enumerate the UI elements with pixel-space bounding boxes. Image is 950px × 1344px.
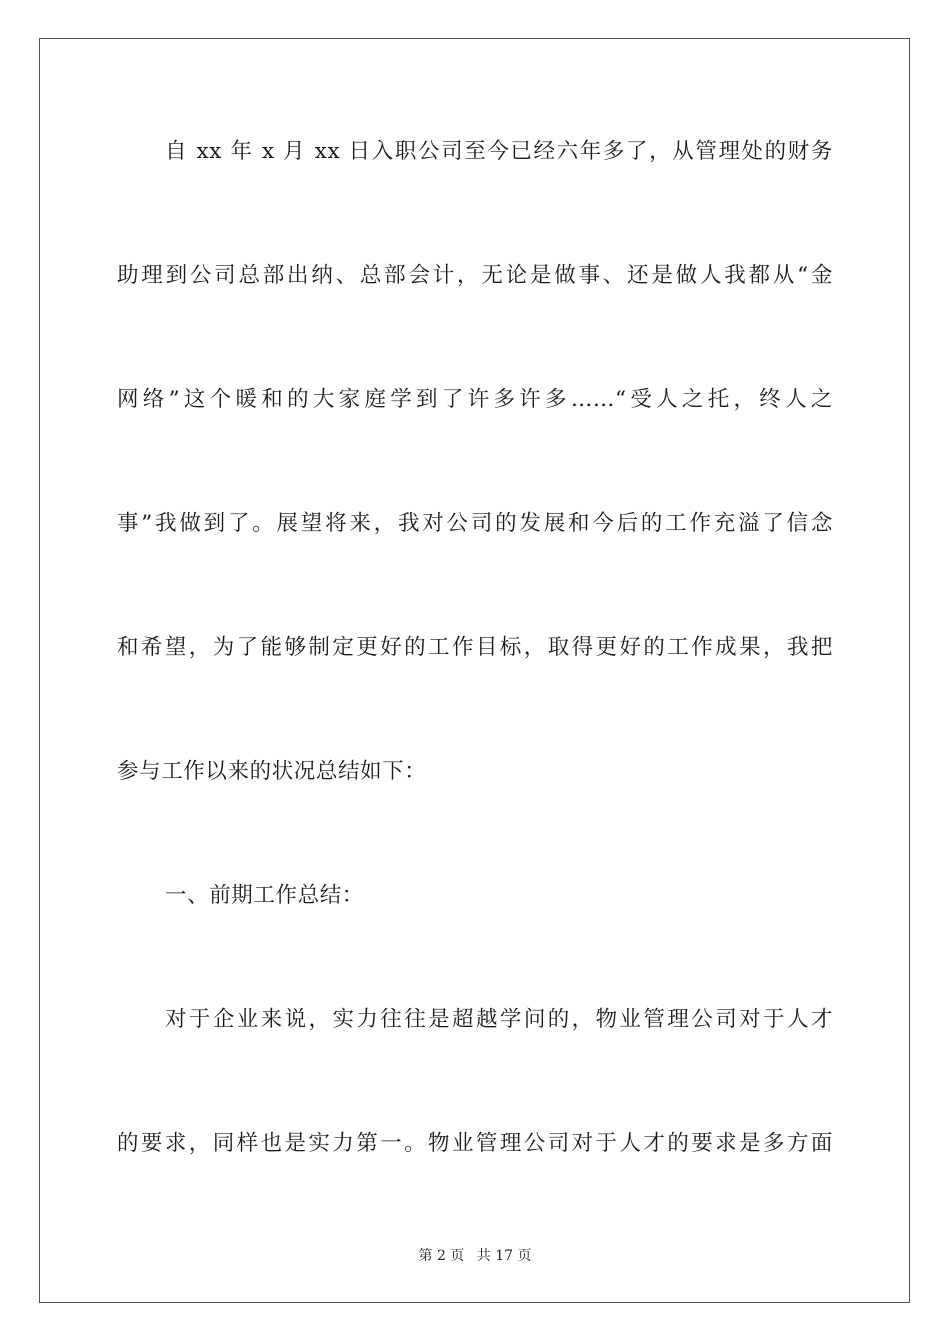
paragraph-1-line-5: 和希望，为了能够制定更好的工作目标，取得更好的工作成果，我把 <box>117 635 833 660</box>
page-footer <box>0 1246 950 1266</box>
paragraph-1-line-3: 网络”这个暖和的大家庭学到了许多许多……“受人之托，终人之 <box>117 387 833 412</box>
page-number: 第 2 页 <box>418 1248 465 1264</box>
paragraph-1-line-6: 参与工作以来的状况总结如下： <box>117 759 427 784</box>
paragraph-2-line-2: 的要求，同样也是实力第一。物业管理公司对于人才的要求是多方面 <box>117 1131 833 1156</box>
page-border <box>39 38 910 1303</box>
page-total: 共 17 页 <box>476 1248 532 1264</box>
paragraph-1-line-1: 自 xx 年 x 月 xx 日入职公司至今已经六年多了，从管理处的财务 <box>165 139 833 164</box>
paragraph-1-line-2: 助理到公司总部出纳、总部会计，无论是做事、还是做人我都从“金 <box>117 263 833 288</box>
paragraph-1-line-4: 事”我做到了。展望将来，我对公司的发展和今后的工作充溢了信念 <box>117 511 833 536</box>
paragraph-2-line-1: 对于企业来说，实力往往是超越学问的，物业管理公司对于人才 <box>165 1007 833 1032</box>
section-heading: 一、前期工作总结： <box>165 883 364 908</box>
